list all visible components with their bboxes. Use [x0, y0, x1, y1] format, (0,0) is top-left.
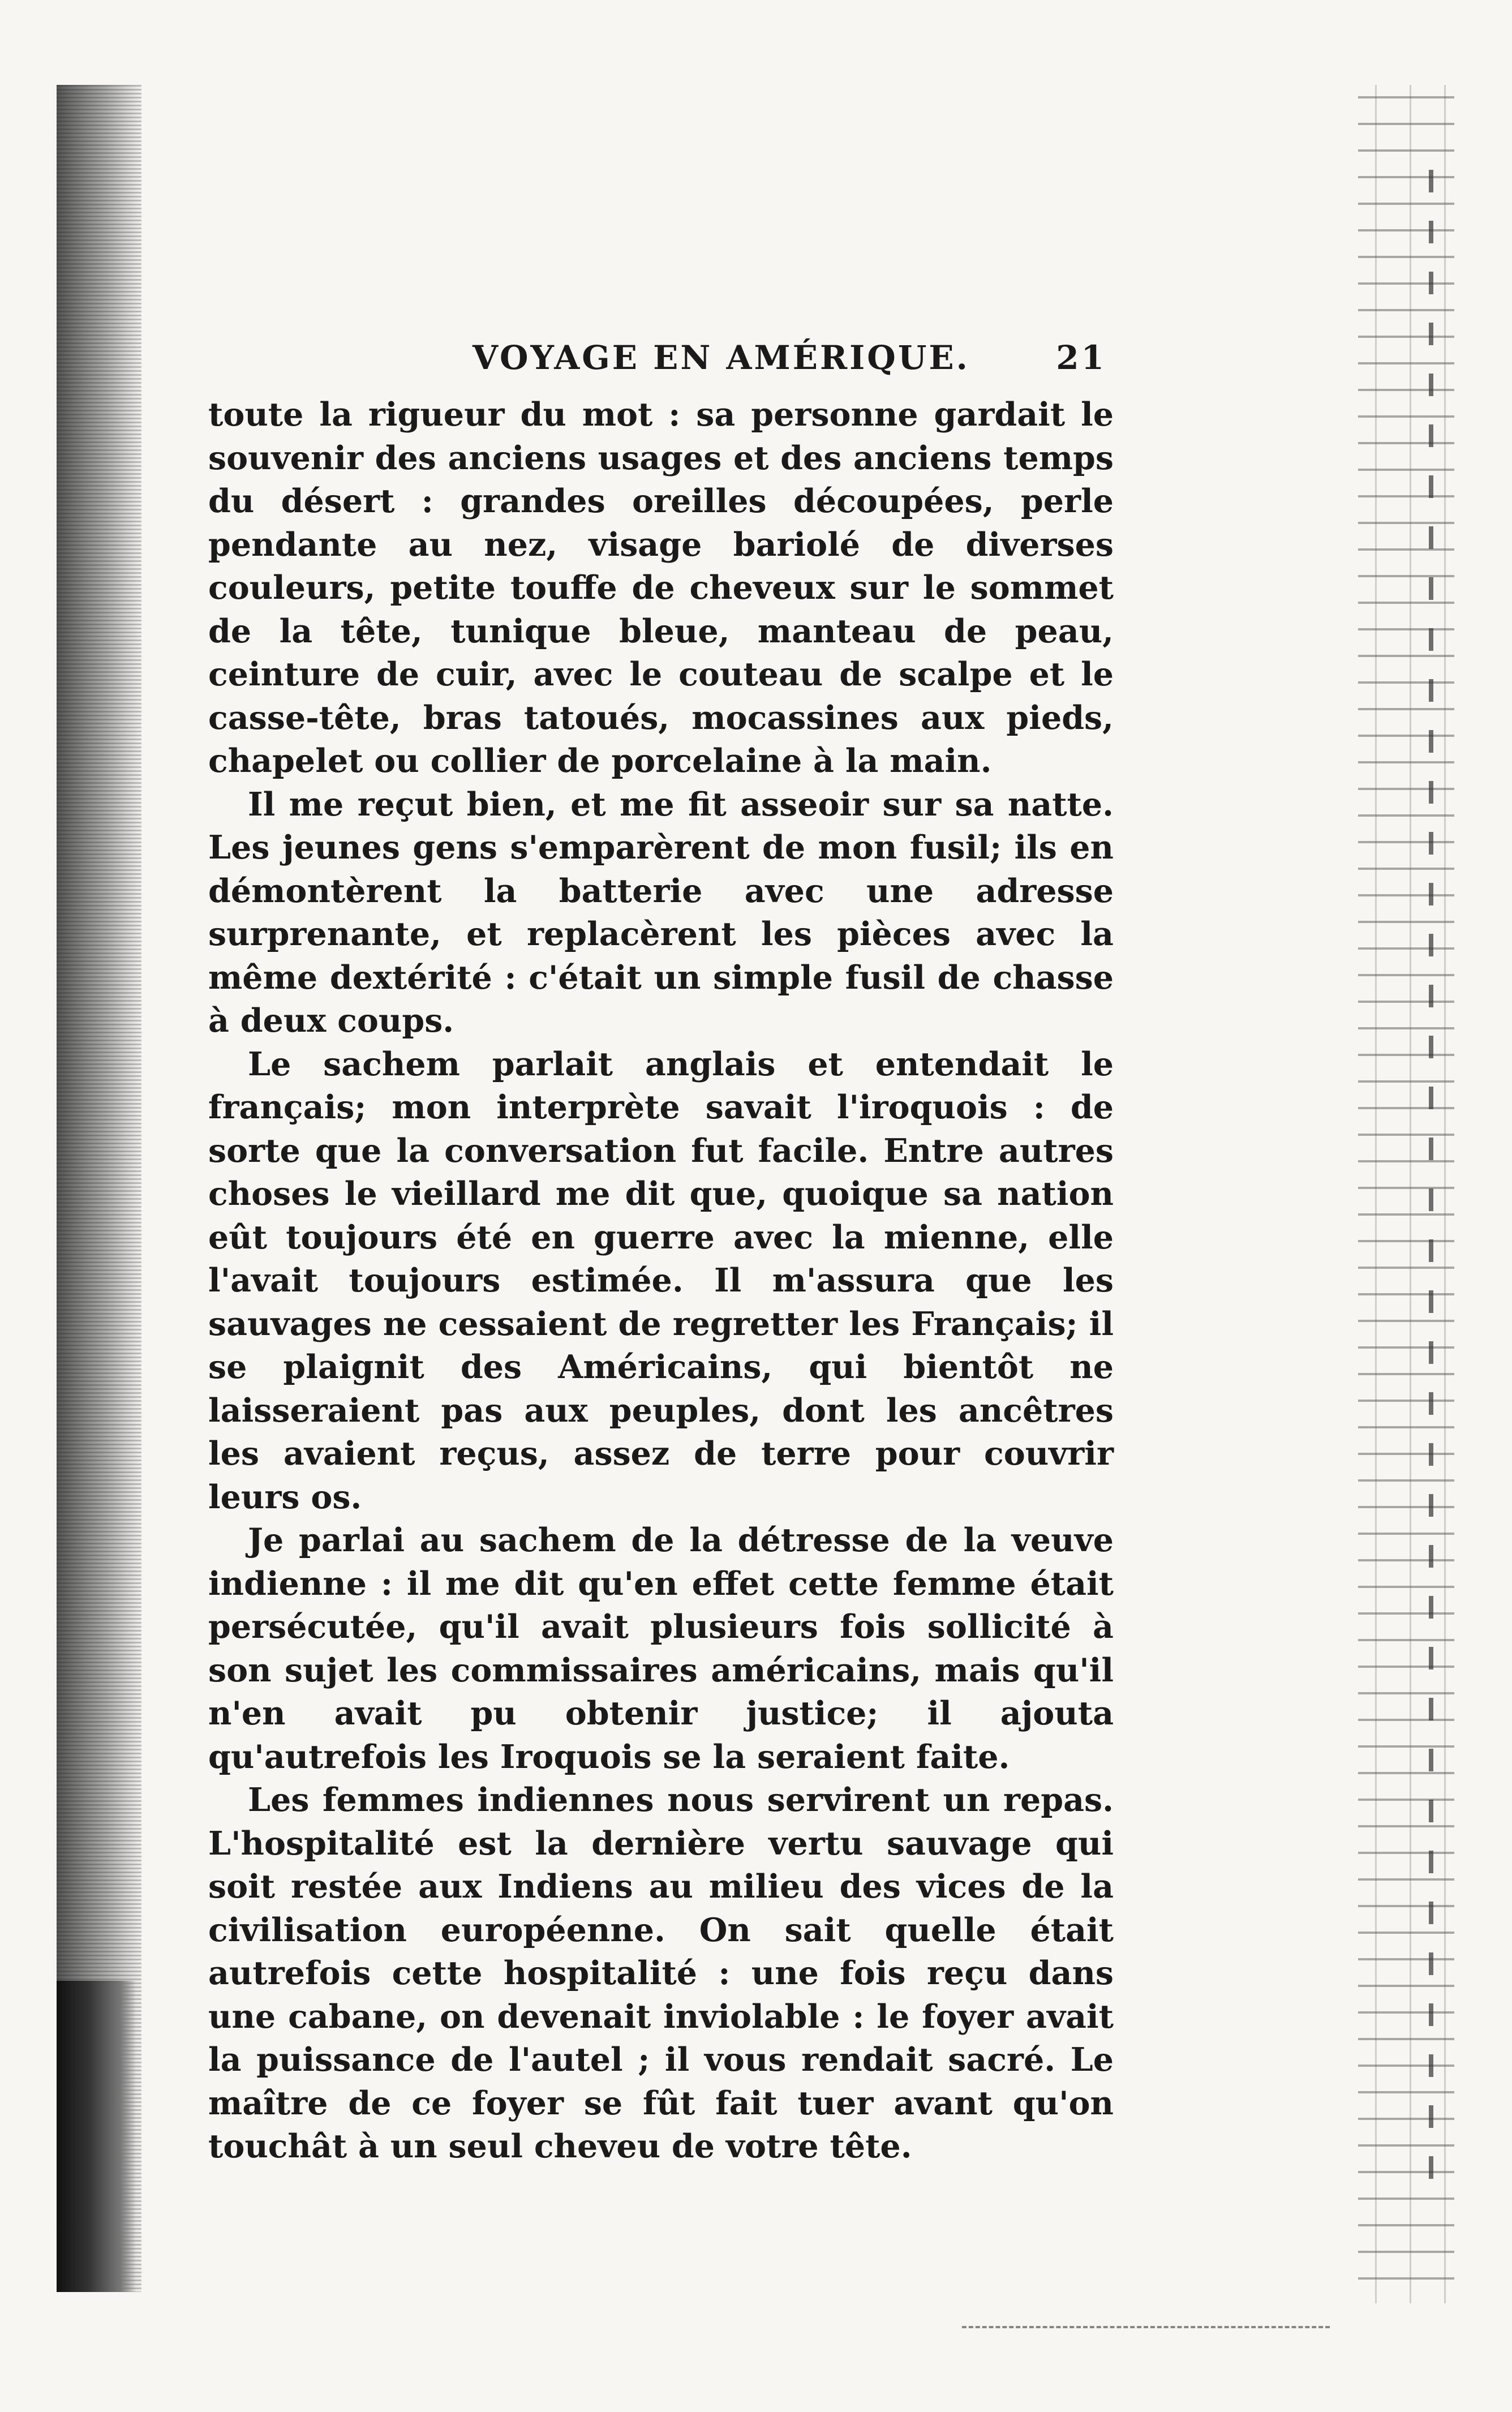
binding-shadow-dark [57, 1981, 136, 2292]
body-text [208, 393, 1114, 2169]
paragraph: Il me reçut bien, et me fit asseoir sur sa natte. Les jeunes gens s'emparèrent de mon fusil; ils en démontèrent la batterie avec une adresse surprenante, et replacèrent les pièces avec la même dextérité : c'était un simple fusil de chasse à deux coups. [208, 785, 1114, 1040]
paragraph: toute la rigueur du mot : sa personne gardait le souvenir des anciens usages et des anciens temps du désert : grandes oreilles découpées, perle pendante au nez, visage bariolé de diverses couleurs, petite touffe de cheveux sur le sommet de la tête, tunique bleue, manteau de peau, ceinture de cuir, avec le couteau de scalpe et le casse-tête, bras tatoués, mocassines aux pieds, chapelet ou collier de porcelaine à la main. [208, 396, 1114, 780]
paragraph: Le sachem parlait anglais et entendait le français; mon interprète savait l'iroquois : de sorte que la conversation fut facile. Entre autres choses le vieillard me dit que, quoique sa nation eût toujours été en guerre avec la mienne, elle l'avait toujours estimée. Il m'assura que les sauvages ne cessaient de regretter les Français; il se plaignit des Américains, qui bientôt ne laisseraient pas aux peuples, dont les ancêtres les avaient reçus, assez de terre pour couvrir leurs os. [208, 1045, 1114, 1516]
page-header [472, 338, 1106, 384]
paragraph: Les femmes indiennes nous servirent un repas. L'hospitalité est la dernière vertu sauvage qui soit restée aux Indiens au milieu des vices de la civilisation européenne. On sait quelle était autrefois cette hospitalité : une fois reçu dans une cabane, on devenait inviolable : le foyer avait la puissance de l'autel ; il vous rendait sacré. Le maître de ce foyer se fût fait tuer avant qu'on touchât à un seul cheveu de votre tête. [208, 1781, 1114, 2165]
scan-edge-noise [1358, 85, 1454, 2303]
scan-edge-line [1429, 170, 1433, 2207]
paragraph: Je parlai au sachem de la détresse de la veuve indienne : il me dit qu'en effet cette femme était persécutée, qu'il avait plusieurs fois sollicité à son sujet les commissaires américains, mais qu'il n'en avait pu obtenir justice; il ajouta qu'autrefois les Iroquois se la seraient faite. [208, 1521, 1114, 1776]
scan-bottom-mark [962, 2326, 1330, 2328]
binding-shadow [57, 85, 141, 2292]
page-number: 21 [1056, 338, 1106, 377]
running-title: VOYAGE EN AMÉRIQUE. [472, 338, 970, 377]
